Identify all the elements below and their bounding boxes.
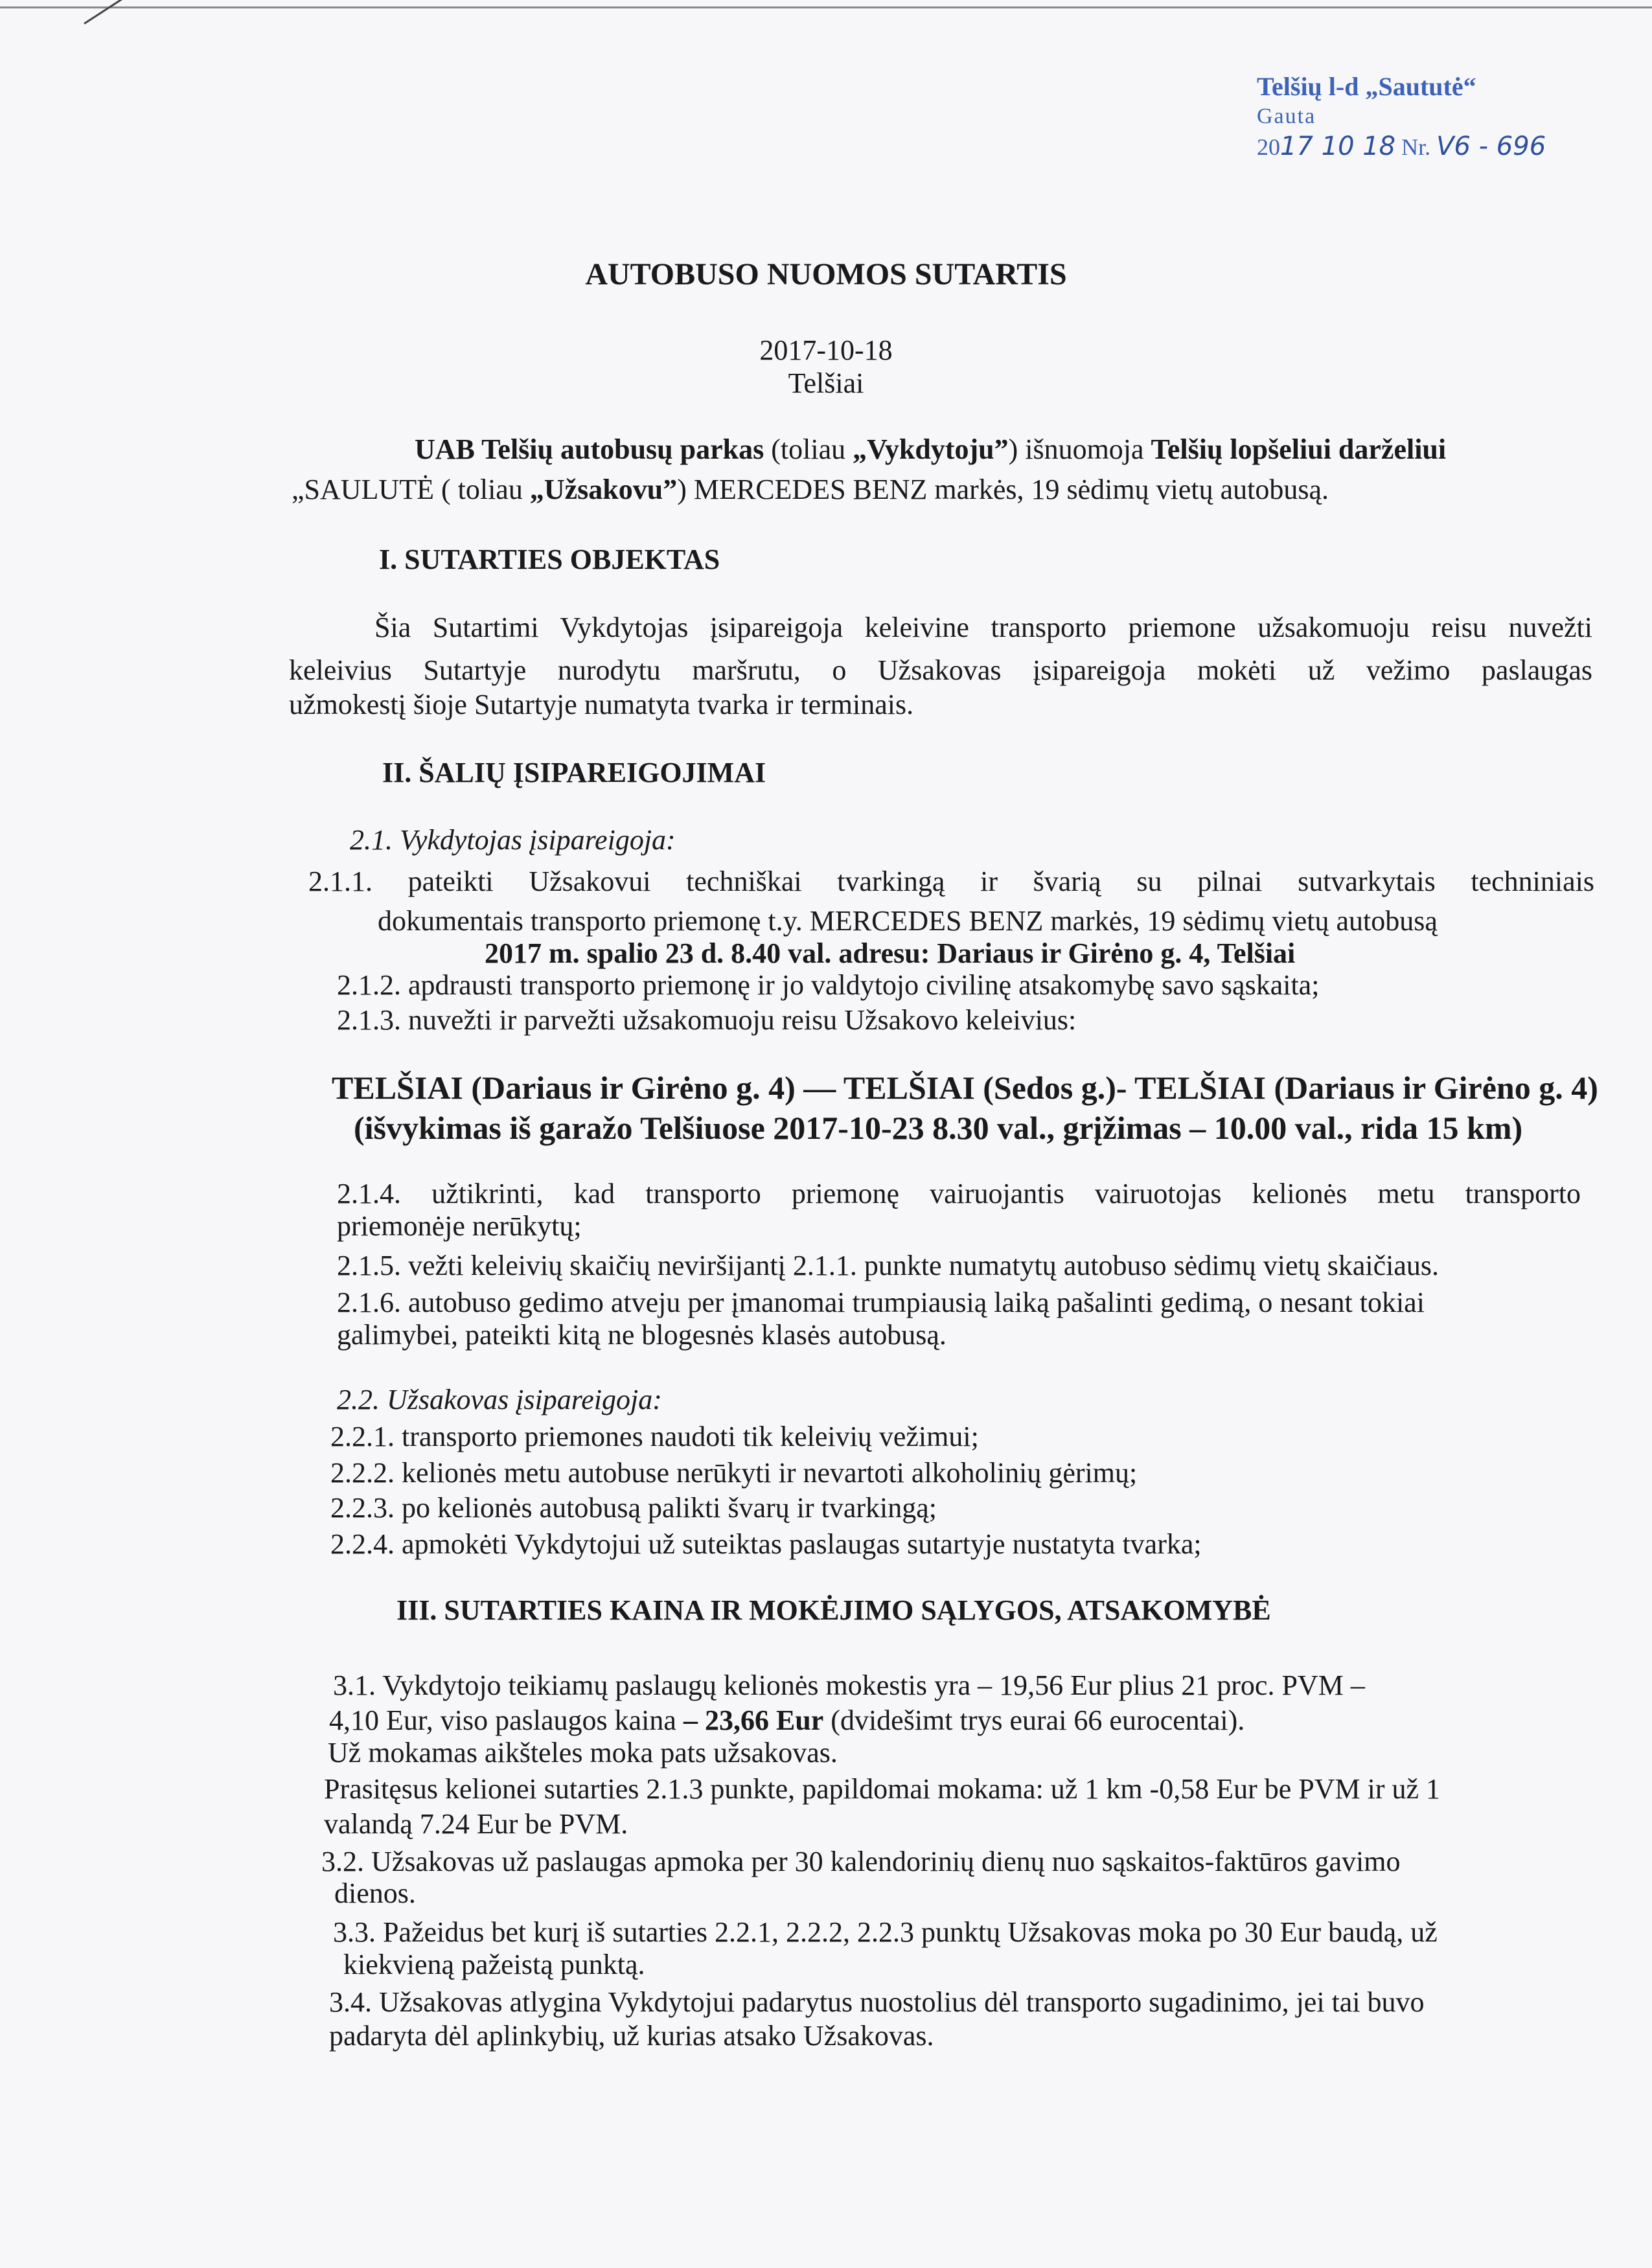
p221: 2.2.1. transporto priemones naudoti tik keleivių vežimui; [330,1421,979,1452]
p31-line-3: Už mokamas aikšteles moka pats užsakovas. [328,1737,838,1769]
section-2-heading: II. ŠALIŲ ĮSIPAREIGOJIMAI [382,757,766,788]
p215: 2.1.5. vežti keleivių skaičių neviršijantį 2.1.1. punkte numatytų autobuso sėdimų vietų skaičiaus. [337,1250,1440,1281]
document-title: AUTOBUSO NUOMOS SUTARTIS [585,257,1067,292]
p213: 2.1.3. nuvežti ir parvežti užsakomuoju reisu Užsakovo keleivius: [337,1004,1077,1036]
s2-sub-2: 2.2. Užsakovas įsipareigoja: [337,1384,662,1415]
p31-line-1: 3.1. Vykdytojo teikiamų paslaugų kelionės mokestis yra – 19,56 Eur plius 21 proc. PVM – [333,1669,1365,1701]
stamp-received: Gauta [1257,104,1316,128]
p216-line-2: galimybei, pateikti kitą ne blogesnės klasės autobusą. [337,1319,946,1351]
s1-line-3: užmokestį šioje Sutartyje numatyta tvarka ir terminais. [289,689,914,720]
p216-line-1: 2.1.6. autobuso gedimo atveju per įmanomai trumpiausią laiką pašalinti gedimą, o nesant tokiai [337,1287,1425,1318]
p211-line-1: 2.1.1. pateikti Užsakovui techniškai tvarkingą ir švarią su pilnai sutvarkytais techniniais [308,865,1594,897]
s2-sub-1: 2.1. Vykdytojas įsipareigoja: [350,824,676,856]
section-3-heading: III. SUTARTIES KAINA IR MOKĖJIMO SĄLYGOS, ATSAKOMYBĖ [396,1594,1271,1626]
s1-line-2: keleivius Sutartyje nurodytu maršrutu, o Užsakovas įsipareigoja mokėti už vežimo paslaugas [289,654,1592,686]
p31-line-4: Prasitęsus kelionei sutarties 2.1.3 punkte, papildomai mokama: už 1 km -0,58 Eur be PVM ir už 1 [324,1773,1441,1805]
intro-line-2: „SAULUTĖ ( toliau „Užsakovu”) MERCEDES BENZ markės, 19 sėdimų vietų autobusą. [292,474,1329,505]
p32-line-1: 3.2. Užsakovas už paslaugas apmoka per 30 kalendorinių dienų nuo sąskaitos-faktūros gavimo [321,1846,1401,1877]
p34-line-1: 3.4. Užsakovas atlygina Vykdytojui padarytus nuostolius dėl transporto sugadinimo, jei tai buvo [329,1986,1425,2018]
stamp-date-line: 2017 10 18 Nr. V6 - 696 [1257,132,1546,161]
p224: 2.2.4. apmokėti Vykdytojui už suteiktas paslaugas sutartyje nustatyta tvarka; [330,1528,1202,1560]
p33-line-2: kiekvieną pažeistą punktą. [343,1949,645,1980]
p222: 2.2.2. kelionės metu autobuse nerūkyti ir nevartoti alkoholinių gėrimų; [330,1457,1138,1489]
p214-line-2: priemonėje nerūkytų; [337,1210,582,1242]
document-city: Telšiai [788,367,864,399]
document-date: 2017-10-18 [759,334,893,366]
p211-line-3: 2017 m. spalio 23 d. 8.40 val. adresu: Dariaus ir Girėno g. 4, Telšiai [485,937,1296,969]
stamp-number: V6 - 696 [1436,132,1546,161]
p212: 2.1.2. apdrausti transporto priemonę ir jo valdytojo civilinę atsakomybę savo sąskaita; [337,969,1320,1001]
p223: 2.2.3. po kelionės autobusą palikti švarų ir tvarkingą; [330,1492,937,1524]
intro-line-1: UAB Telšių autobusų parkas (toliau „Vykdytoju”) išnuomoja Telšių lopšeliui darželiui [415,433,1447,465]
scan-edge [0,6,1652,8]
route-line-2: (išvykimas iš garažo Telšiuose 2017-10-23 8.30 val., grįžimas – 10.00 val., rida 15 km) [354,1110,1523,1146]
pen-mark [84,0,161,25]
p34-line-2: padaryta dėl aplinkybių, už kurias atsako Užsakovas. [329,2020,934,2052]
stamp-date: 17 10 18 [1280,132,1396,161]
section-1-heading: I. SUTARTIES OBJEKTAS [379,544,720,575]
route-line-1: TELŠIAI (Dariaus ir Girėno g. 4) — TELŠIAI (Sedos g.)- TELŠIAI (Dariaus ir Girėno g. 4) [332,1070,1598,1106]
p211-line-2: dokumentais transporto priemonę t.y. MERCEDES BENZ markės, 19 sėdimų vietų autobusą [378,905,1438,937]
stamp-institution: Telšių l-d „Saututė“ [1257,72,1476,101]
s1-line-1: Šia Sutartimi Vykdytojas įsipareigoja keleivine transporto priemone užsakomuoju reisu nuvežti [374,612,1592,643]
p31-line-5: valandą 7.24 Eur be PVM. [324,1808,628,1840]
received-stamp [1257,71,1646,161]
p214-line-1: 2.1.4. užtikrinti, kad transporto priemonę vairuojantis vairuotojas kelionės metu transporto [337,1178,1581,1209]
p31-line-2: 4,10 Eur, viso paslaugos kaina – 23,66 Eur (dvidešimt trys eurai 66 eurocentai). [329,1704,1245,1736]
p32-line-2: dienos. [334,1877,416,1909]
p33-line-1: 3.3. Pažeidus bet kurį iš sutarties 2.2.1, 2.2.2, 2.2.3 punktų Užsakovas moka po 30 Eur baudą, už [333,1916,1438,1948]
